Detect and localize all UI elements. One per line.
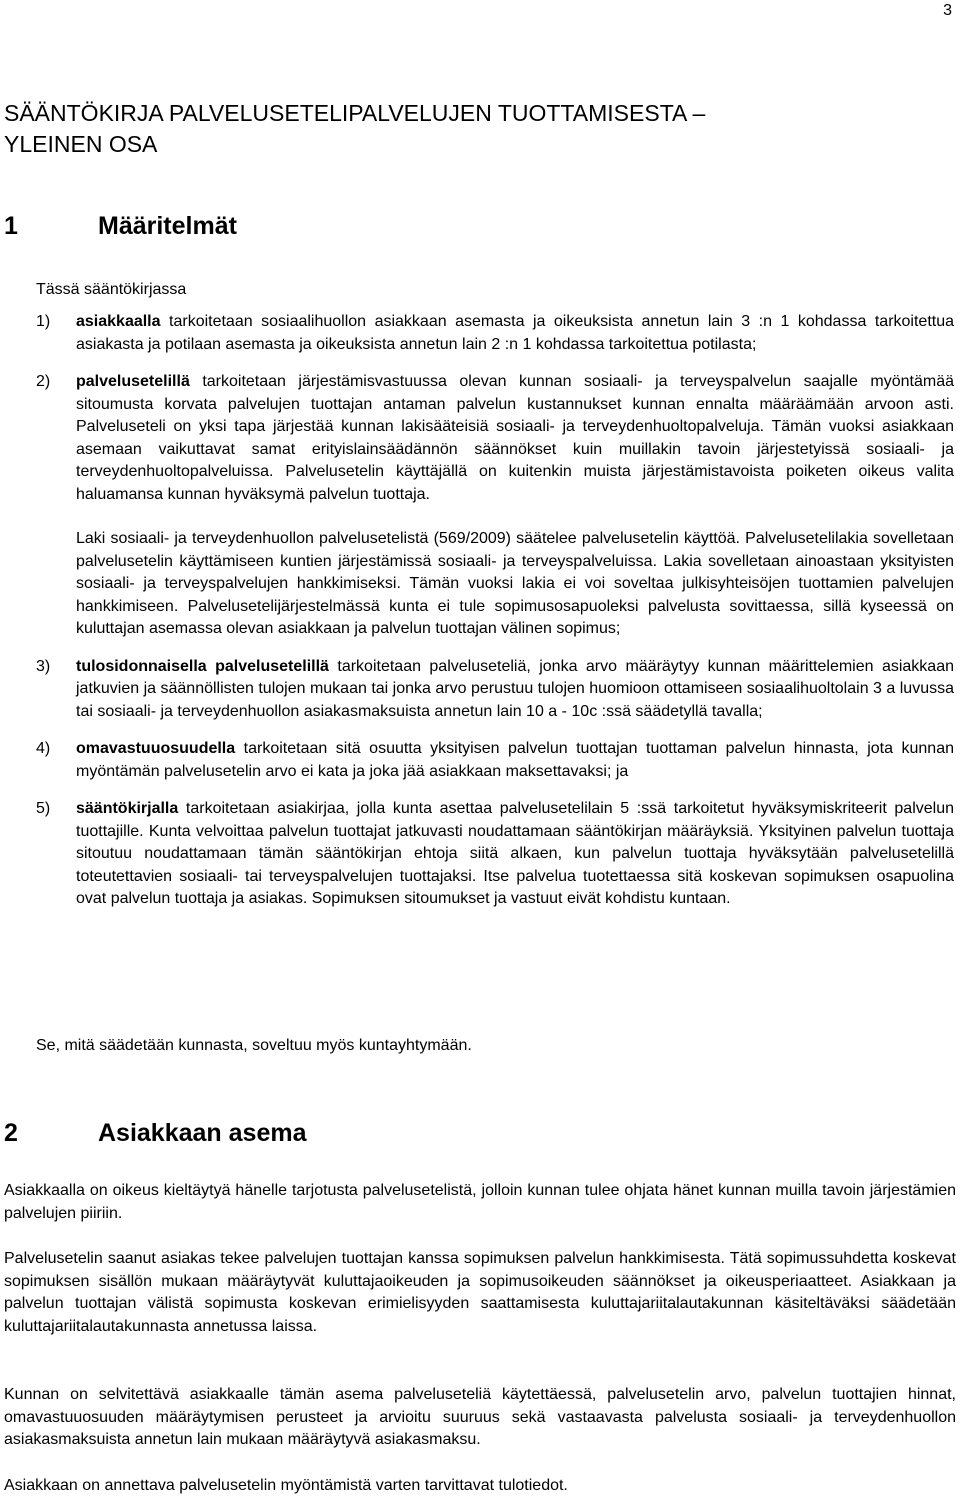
item-marker: 5) xyxy=(36,800,51,817)
item-text xyxy=(76,311,954,356)
document-title xyxy=(4,98,944,160)
item-term: palvelusetelillä xyxy=(76,373,190,390)
item-term: tulosidonnaisella palvelusetelillä xyxy=(76,657,329,675)
section-1-heading xyxy=(4,212,237,241)
list-item xyxy=(36,311,954,356)
item-text-continued: Laki sosiaali- ja terveydenhuollon palvelusetelistä (569/2009) säätelee palvelusetelin käyttöä. Palvelusetelilakia sovelletaan palvelusetelin käyttämiseen kuntien järjestämissä sosiaali- ja terveyspalveluissa. Lakia sovelletaan ainoastaan yksityisten sosiaali- ja terveyspalvelujen hankkimiseksi. Tämän vuoksi lakia ei voi soveltaa julkisyhteisöjen tuottamien palvelujen hankkimiseen. Palvelusetelijärjestelmässä kunta ei tule sopimusosapuoleksi palvelusta sovittaessa, sillä kyseessä on kuluttajan asemassa olevan asiakkaan ja palvelun tuottajan välinen sopimus; xyxy=(76,530,954,637)
section-2-title: Asiakkaan asema xyxy=(98,1119,307,1147)
item-text xyxy=(76,738,954,783)
section-2-paragraph: Palvelusetelin saanut asiakas tekee palvelujen tuottajan kanssa sopimuksen palvelun hankkimisesta. Tätä sopimussuhdetta koskevat sopimuksen sisällön mukaan määräytyvät kuluttajaoikeuden ja sopimusoikeuden säännökset ja oikeusperiaatteet. Asiakkaan ja palvelun tuottajan välistä sopimusta koskevan erimielisyyden saattamisesta kuluttajariitalautakunnan käsiteltäväksi säädetään kuluttajariitalautakunnasta annetussa laissa. xyxy=(4,1250,956,1335)
list-item xyxy=(36,798,954,911)
item-term: omavastuuosuudella xyxy=(76,740,236,757)
item-text xyxy=(76,371,954,506)
section-2-number: 2 xyxy=(4,1119,18,1147)
item-marker: 3) xyxy=(36,657,51,675)
item-definition: tarkoitetaan asiakirjaa, jolla kunta asettaa palvelusetelilain 5 :ssä tarkoitetut hyväksymiskriteerit palvelun tuottajille. Kunta velvoittaa palvelun tuottajat jatkuvasti noudattamaan sääntökirjan määräyksiä. Yksityinen palvelun tuottaja sitoutuu noudattamaan tämän sääntökirjan ehtoja siitä alkaen, kun palvelun tuottaja hyväksytään palvelusetelillä toteutettavien sosiaali- tai terveyspalvelujen tuottajaksi. Itse palvelua tuotettaessa sitä koskevan sopimuksen osapuolina ovat palvelun tuottaja ja asiakas. Sopimuksen sitoumukset ja vastuut eivät kohdistu kuntaan. xyxy=(76,800,954,907)
item-definition: tarkoitetaan sosiaalihuollon asiakkaan asemasta ja oikeuksista annetun lain 3 :n 1 kohdassa tarkoitettua asiakasta ja potilaan asemasta ja oikeuksista annetun lain 2 :n 1 kohdassa tarkoitettua potilasta; xyxy=(76,313,954,353)
section-2-paragraph: Asiakkaan on annettava palvelusetelin myöntämistä varten tarvittavat tulotiedot. xyxy=(4,1477,568,1494)
section-2-paragraph: Asiakkaalla on oikeus kieltäytyä hänelle tarjotusta palvelusetelistä, jolloin kunnan tulee ohjata hänet kunnan muilla tavoin järjestämien palvelujen piiriin. xyxy=(4,1182,956,1222)
item-term: asiakkaalla xyxy=(76,313,161,330)
title-line-1: SÄÄNTÖKIRJA PALVELUSETELIPALVELUJEN TUOTTAMISESTA – xyxy=(4,100,706,126)
item-definition: tarkoitetaan järjestämisvastuussa olevan kunnan sosiaali- ja terveyspalvelun saajalle myöntämää sitoumusta korvata palvelujen tuottajan antaman palvelun kustannukset kunnan ennalta määräämään arvoon asti. Palveluseteli on yksi tapa järjestää kunnan lakisääteisiä sosiaali- ja terveydenhuoltopalveluja. Tämän vuoksi asiakkaan asemaan vaikuttavat samat erityislainsäädännön säännökset kuin muillakin tavoin järjestetyissä sosiaali- ja terveydenhuoltopalveluissa. Palvelusetelin käyttäjällä on kuitenkin muista järjestämistavoista poiketen oikeus valita haluamansa kunnan hyväksymä palvelun tuottaja. xyxy=(76,373,954,503)
item-definition: tarkoitetaan palveluseteliä, jonka arvo määräytyy kunnan määrittelemien asiakkaan jatkuvien ja säännöllisten tulojen mukaan tai jonka arvo perustuu tulojen huomioon ottamiseen sosiaalihuoltolain 3 a luvussa tai sosiaali- ja terveydenhuollon asiakasmaksuista annetun lain 10 a - 10c :ssä säädetyllä tavalla; xyxy=(76,657,954,720)
list-item xyxy=(36,738,954,783)
title-line-2: YLEINEN OSA xyxy=(4,131,158,157)
definitions-list xyxy=(36,311,954,911)
section-1-title: Määritelmät xyxy=(98,212,237,240)
item-definition: tarkoitetaan sitä osuutta yksityisen palvelun tuottajan tuottaman palvelun hinnasta, jota kunnan myöntämän palvelusetelin arvo ei kata ja joka jää asiakkaan maksettavaksi; ja xyxy=(76,740,954,780)
item-text xyxy=(76,656,954,724)
page-number: 3 xyxy=(943,2,952,19)
section-2-paragraph: Kunnan on selvitettävä asiakkaalle tämän asema palveluseteliä käytettäessä, palvelusetelin arvo, palvelun tuottajien hinnat, omavastuuosuuden määräytymisen perusteet ja arvioitu suuruus sekä vastaavasta palvelusta sosiaali- ja terveydenhuollon asiakasmaksuista annetun lain mukaan määräytyvä asiakasmaksu. xyxy=(4,1386,956,1448)
section-2-heading xyxy=(4,1119,306,1148)
item-marker: 2) xyxy=(36,373,51,390)
section-1-number: 1 xyxy=(4,212,18,240)
item-term: sääntökirjalla xyxy=(76,800,179,817)
section-1-closing: Se, mitä säädetään kunnasta, soveltuu myös kuntayhtymään. xyxy=(36,1037,472,1054)
list-item xyxy=(36,371,954,641)
section-1-intro: Tässä sääntökirjassa xyxy=(36,281,187,298)
item-marker: 1) xyxy=(36,313,51,330)
list-item xyxy=(36,656,954,724)
item-marker: 4) xyxy=(36,740,51,757)
item-text xyxy=(76,798,954,911)
